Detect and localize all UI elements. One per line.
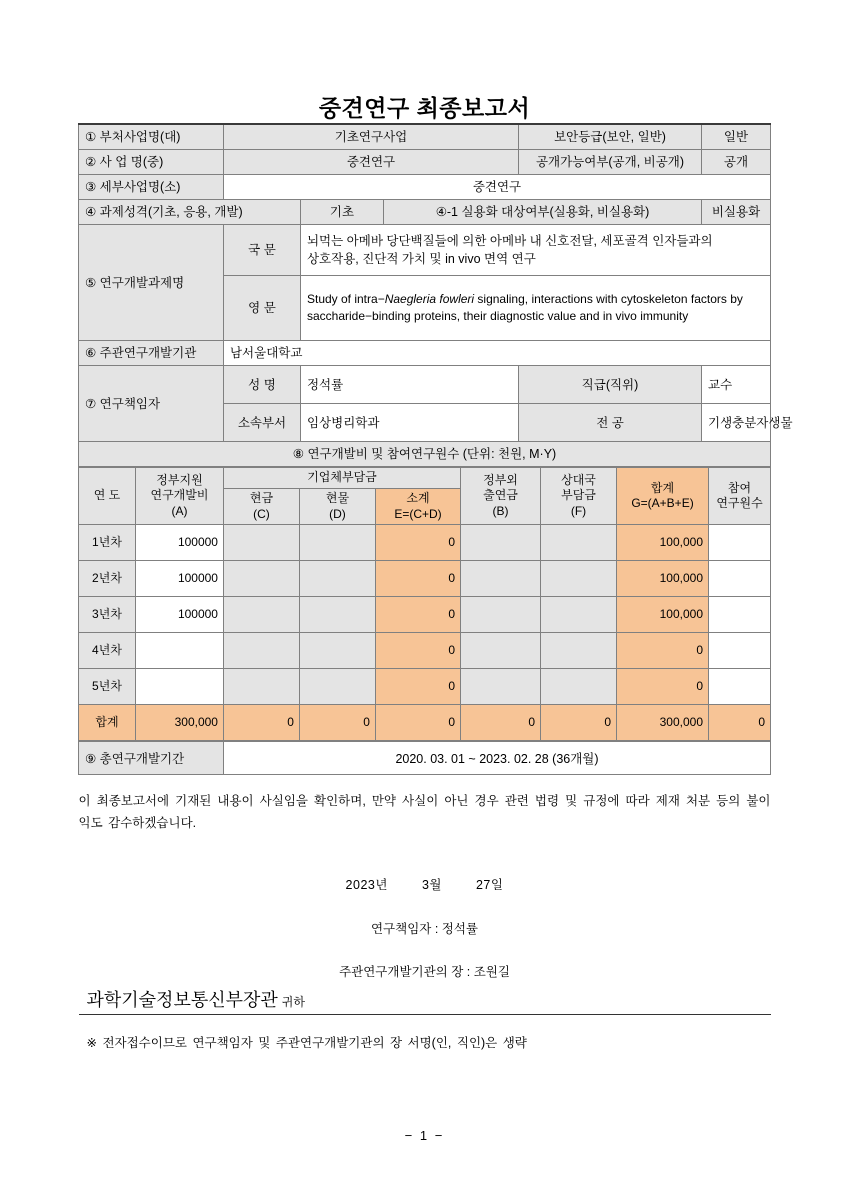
table-row [78,525,770,561]
security-grade-label: 보안등급(보안, 일반) [519,124,702,150]
page-title: 중견연구 최종보고서 [318,95,531,121]
row-gov: 100000 [135,525,223,561]
leader-signature-line: 연구책임자 : 정석률 [370,921,479,936]
project-title-label: ⑤ 연구개발과제명 [78,225,223,341]
row-kind [299,669,375,705]
leader-name-value: 정석률 [300,366,518,404]
english-title-species: Naegleria fowleri [384,291,475,306]
budget-col-year: 연 도 [78,468,135,525]
leader-rank-value: 교수 [702,366,771,404]
row-kind [299,597,375,633]
budget-header-row [78,468,770,489]
table-row [78,149,770,174]
budget-col-company-group: 기업체부담금 [223,468,460,489]
row-partner [541,561,617,597]
budget-col-cash [223,488,299,524]
row-partner [541,633,617,669]
gov-funding-line3: (A) [171,504,188,519]
row-researchers [709,633,771,669]
english-title-post: signaling, interactions with cytoskeleton factors by saccharide−binding proteins, their diagnostic value and in vivo immunity [306,291,743,324]
row-nongov [461,669,541,705]
budget-col-subtotal [375,488,460,524]
row-partner [541,669,617,705]
table-row [78,669,770,705]
total-row-total: 300,000 [617,705,709,741]
nongov-line2: 출연금 [483,488,518,503]
signature-year: 2023년 [345,877,388,892]
partner-line2: 부담금 [561,488,596,503]
leader-major-label: 전 공 [519,404,702,442]
researchers-line2: 연구원수 [716,496,763,511]
row-cash [223,597,299,633]
signature-day: 27일 [475,877,504,892]
leader-label: ⑦ 연구책임자 [78,366,223,442]
confirmation-statement: 이 최종보고서에 기재된 내용이 사실임을 확인하며, 만약 사실이 아닌 경우 관련 법령 및 규정에 따라 제재 처분 등의 불이익도 감수하겠습니다. [78,794,771,830]
disclosure-value: 공개 [702,149,771,174]
row-kind [299,561,375,597]
total-row-subtotal: 0 [375,705,460,741]
sub-program-label: ③ 세부사업명(소) [78,174,223,199]
nongov-line1: 정부외 [483,472,518,487]
practical-use-label: ④-1 실용화 대상여부(실용화, 비실용화) [383,199,701,224]
budget-total-row [78,705,770,741]
row-total: 100,000 [617,597,709,633]
total-row-label: 합계 [78,705,135,741]
row-cash [223,669,299,705]
budget-table [78,467,771,741]
table-row [78,633,770,669]
row-partner [541,597,617,633]
leader-name-label: 성 명 [223,366,300,404]
row-subtotal: 0 [375,561,460,597]
total-row-cash: 0 [223,705,299,741]
signature-month: 3월 [421,877,442,892]
row-gov [135,633,223,669]
row-total: 100,000 [617,525,709,561]
researchers-line1: 참여 [727,480,752,495]
row-year: 5년차 [78,669,135,705]
practical-use-value: 비실용화 [702,199,771,224]
table-row [78,597,770,633]
page-number: − 1 − [404,1128,445,1143]
partner-line1: 상대국 [561,472,596,487]
budget-col-kind [299,488,375,524]
nongov-line3: (B) [492,504,509,519]
dept-program-value: 기초연구사업 [223,124,518,150]
electronic-submission-note: ※ 전자접수이므로 연구책임자 및 주관연구개발기관의 장 서명(인, 직인)은 생략 [86,1035,527,1050]
institution-head-signature-line: 주관연구개발기관의 장 : 조원길 [339,964,510,979]
row-cash [223,561,299,597]
project-nature-label: ④ 과제성격(기초, 응용, 개발) [78,199,300,224]
leader-major-value: 기생충분자생물 [702,404,771,442]
leader-dept-label: 소속부서 [223,404,300,442]
kind-line2: (D) [329,506,346,521]
total-row-gov: 300,000 [135,705,223,741]
row-nongov [461,633,541,669]
table-row [78,174,770,199]
korean-title-label: 국 문 [223,225,300,276]
security-grade-value: 일반 [702,124,771,150]
institution-value: 남서울대학교 [223,341,770,366]
partner-line3: (F) [570,504,587,519]
row-total: 100,000 [617,561,709,597]
budget-col-researchers [709,468,771,525]
row-subtotal: 0 [375,525,460,561]
row-gov: 100000 [135,561,223,597]
total-line2: G=(A+B+E) [631,496,694,511]
table-row [78,124,770,150]
row-total: 0 [617,633,709,669]
total-row-nongov: 0 [461,705,541,741]
row-year: 3년차 [78,597,135,633]
total-line1: 합계 [650,480,675,495]
signature-block [79,791,771,1051]
cash-line2: (C) [253,506,270,521]
disclosure-label: 공개가능여부(공개, 비공개) [519,149,702,174]
total-row-researchers: 0 [709,705,771,741]
kind-line1: 현물 [325,490,350,505]
row-subtotal: 0 [375,669,460,705]
program-name-value: 중견연구 [223,149,518,174]
signature-date [79,875,771,893]
minister-honorific: 귀하 [281,994,305,1009]
project-info-table [78,123,793,468]
table-row [78,341,770,366]
period-label: ⑨ 총연구개발기간 [79,742,224,775]
korean-title-value: 뇌먹는 아메바 당단백질들에 의한 아메바 내 신호전달, 세포골격 인자들과의 상호작용, 진단적 가치 및 in vivo 면역 연구 [300,225,770,276]
program-name-label: ② 사 업 명(중) [78,149,223,174]
total-row-partner: 0 [541,705,617,741]
minister-addressee-row [79,986,771,1015]
row-partner [541,525,617,561]
row-kind [299,525,375,561]
row-nongov [461,525,541,561]
table-row [78,225,770,276]
row-gov: 100000 [135,597,223,633]
table-row [79,742,771,775]
row-nongov [461,597,541,633]
english-title-label: 영 문 [223,276,300,341]
budget-col-nongov [461,468,541,525]
budget-col-partner [541,468,617,525]
gov-funding-line1: 정부지원 [156,472,203,487]
row-year: 4년차 [78,633,135,669]
row-cash [223,633,299,669]
row-subtotal: 0 [375,597,460,633]
row-researchers [709,525,771,561]
subtotal-line2: E=(C+D) [394,506,442,521]
leader-dept-value: 임상병리학과 [300,404,518,442]
cash-line1: 현금 [249,490,274,505]
english-title-value [300,276,770,341]
row-year: 1년차 [78,525,135,561]
sub-program-value: 중견연구 [223,174,770,199]
row-gov [135,669,223,705]
budget-section-header: ⑧ 연구개발비 및 참여연구원수 (단위: 천원, M·Y) [78,442,770,467]
table-row [78,199,770,224]
row-researchers [709,597,771,633]
institution-label: ⑥ 주관연구개발기관 [78,341,223,366]
row-kind [299,633,375,669]
table-row [78,366,770,404]
english-title-pre: Study of intra− [306,291,385,306]
row-total: 0 [617,669,709,705]
budget-col-total [617,468,709,525]
leader-rank-label: 직급(직위) [519,366,702,404]
row-cash [223,525,299,561]
row-year: 2년차 [78,561,135,597]
subtotal-line1: 소계 [406,490,430,505]
row-researchers [709,669,771,705]
row-nongov [461,561,541,597]
project-nature-value: 기초 [300,199,383,224]
period-value: 2020. 03. 01 ~ 2023. 02. 28 (36개월) [224,742,771,775]
table-row [78,561,770,597]
row-subtotal: 0 [375,633,460,669]
table-row [78,442,770,467]
row-researchers [709,561,771,597]
total-row-kind: 0 [299,705,375,741]
dept-program-label: ① 부처사업명(대) [78,124,223,150]
project-period-table [78,741,771,775]
budget-col-gov-funding [135,468,223,525]
minister-title: 과학기술정보통신부장관 [86,989,278,1010]
gov-funding-line2: 연구개발비 [150,488,209,503]
